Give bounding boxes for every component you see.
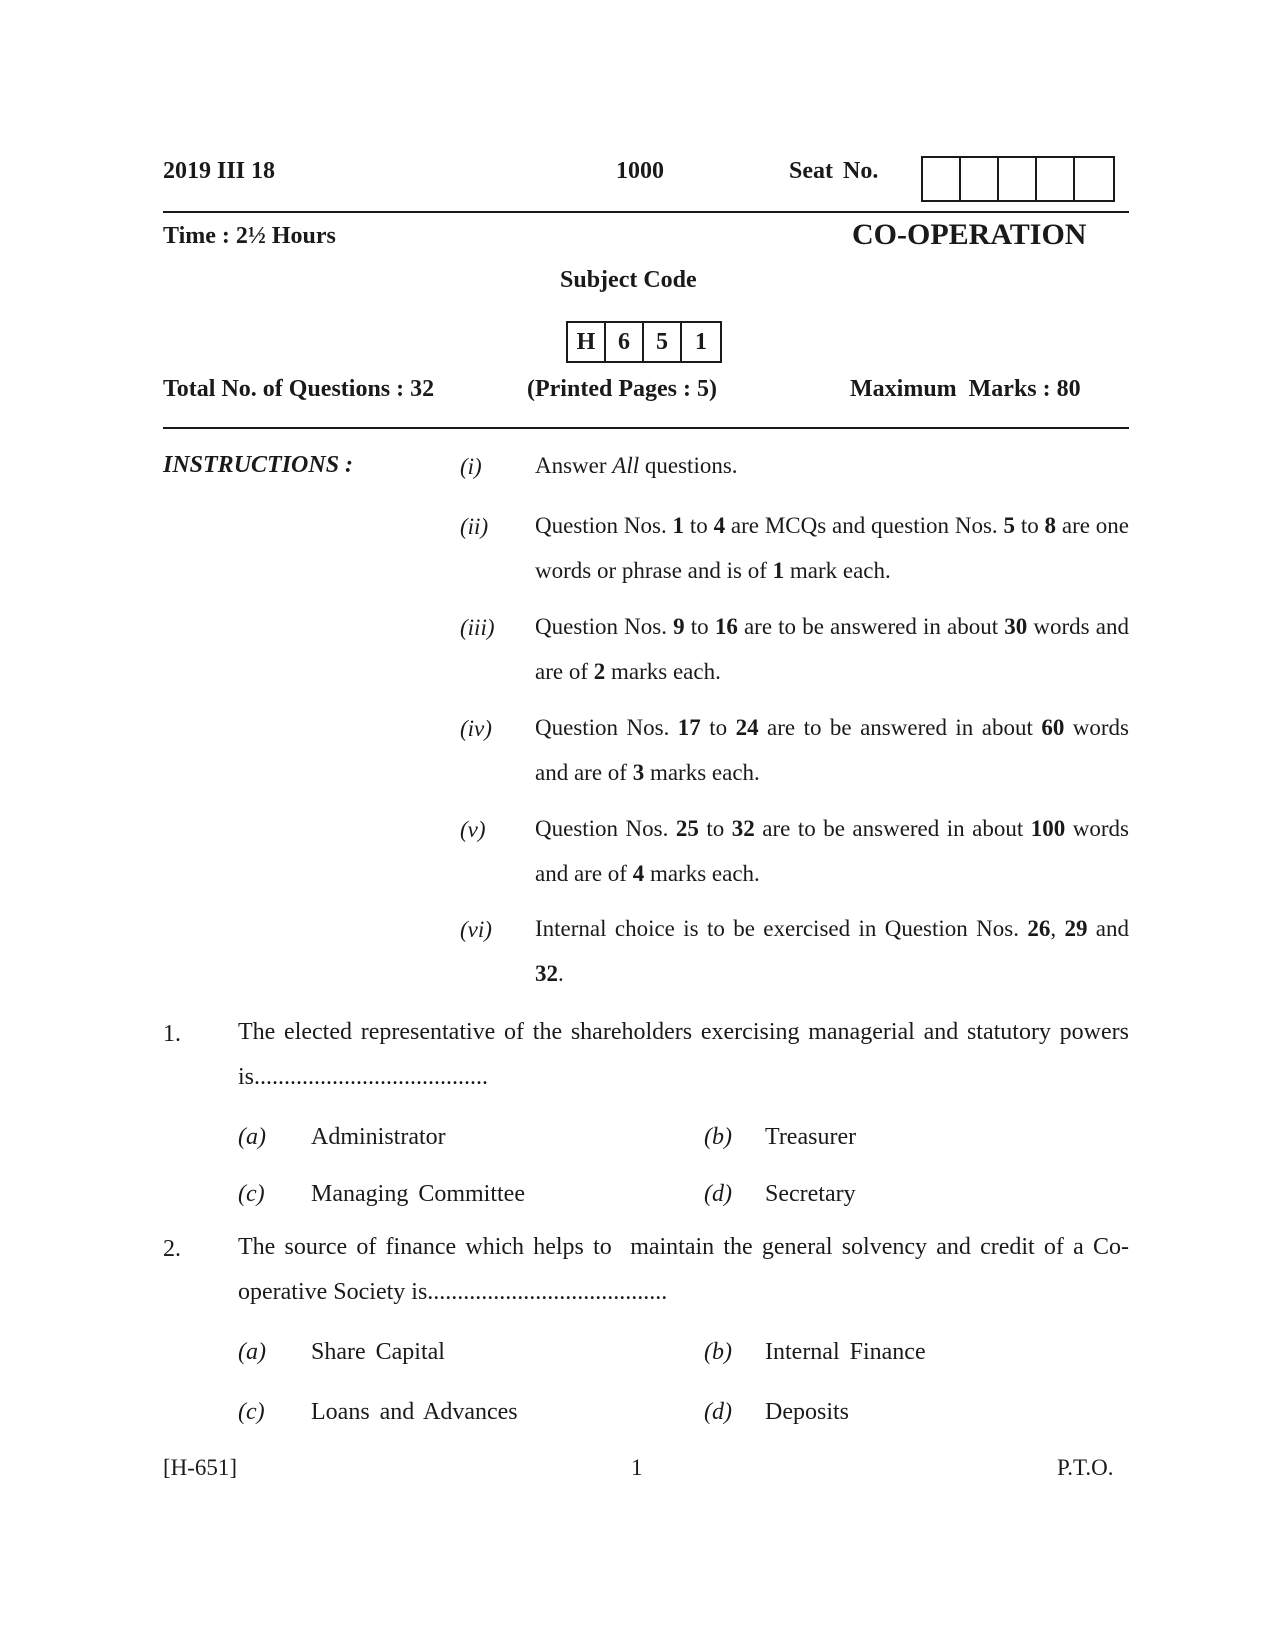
seat-label: Seat No. bbox=[789, 158, 879, 184]
instruction-text: Answer All questions. bbox=[535, 453, 738, 478]
option-letter: (d) bbox=[704, 1181, 732, 1207]
maximum-marks: Maximum Marks : 80 bbox=[850, 376, 1081, 402]
subject-code-char: 6 bbox=[606, 323, 644, 361]
option-letter: (c) bbox=[238, 1399, 265, 1425]
header-rule bbox=[163, 211, 1129, 213]
time-allowed: Time : 2½ Hours bbox=[163, 223, 336, 249]
seat-box-cell bbox=[961, 158, 999, 200]
subject-code-boxes bbox=[566, 321, 722, 363]
instruction-text: Question Nos. 25 to 32 are to be answered in about 100 words and are of 4 marks each. bbox=[535, 816, 1129, 886]
option-letter: (b) bbox=[704, 1124, 732, 1150]
exam-code: 2019 III 18 bbox=[163, 158, 276, 184]
question-number: 1. bbox=[163, 1021, 181, 1047]
section-rule bbox=[163, 427, 1129, 429]
option-letter: (d) bbox=[704, 1399, 732, 1425]
please-turn-over: P.T.O. bbox=[1057, 1455, 1114, 1480]
instruction-number: (v) bbox=[460, 817, 486, 842]
option-letter: (a) bbox=[238, 1339, 266, 1365]
instruction-number: (iv) bbox=[460, 716, 492, 741]
instruction-number: (ii) bbox=[460, 514, 489, 539]
question-text: The source of finance which helps to maintain the general solvency and credit of a Co-operative Society is........................................ bbox=[238, 1234, 1129, 1305]
option-letter: (b) bbox=[704, 1339, 732, 1365]
subject-code-char: 1 bbox=[695, 328, 707, 355]
seat-box-cell bbox=[1037, 158, 1075, 200]
seat-box-cell bbox=[923, 158, 961, 200]
option-text: Secretary bbox=[765, 1181, 856, 1207]
option-text: Loans and Advances bbox=[311, 1399, 518, 1425]
subject-title: CO-OPERATION bbox=[852, 218, 1087, 251]
instruction-number: (vi) bbox=[460, 917, 492, 942]
option-text: Deposits bbox=[765, 1399, 849, 1425]
paper-code: [H-651] bbox=[163, 1455, 238, 1480]
option-text: Internal Finance bbox=[765, 1339, 926, 1365]
question-text: The elected representative of the shareholders exercising managerial and statutory powers is....................................... bbox=[238, 1019, 1129, 1090]
seat-box-cell bbox=[1075, 158, 1113, 200]
subject-code-label: Subject Code bbox=[560, 267, 697, 293]
option-text: Share Capital bbox=[311, 1339, 445, 1365]
instruction-number: (iii) bbox=[460, 615, 495, 640]
option-letter: (a) bbox=[238, 1124, 266, 1150]
option-text: Managing Committee bbox=[311, 1181, 525, 1207]
instructions-label: INSTRUCTIONS : bbox=[163, 452, 354, 478]
total-questions: Total No. of Questions : 32 bbox=[163, 376, 435, 402]
instruction-number: (i) bbox=[460, 454, 482, 479]
printed-pages: (Printed Pages : 5) bbox=[527, 376, 717, 402]
page-number: 1 bbox=[631, 1455, 643, 1480]
subject-code-char: 5 bbox=[644, 323, 682, 361]
print-count: 1000 bbox=[616, 158, 664, 184]
seat-number-boxes bbox=[921, 156, 1115, 202]
option-text: Treasurer bbox=[765, 1124, 857, 1150]
instruction-text: Internal choice is to be exercised in Question Nos. 26, 29 and 32. bbox=[535, 916, 1130, 986]
subject-code-char: H bbox=[568, 323, 606, 361]
option-letter: (c) bbox=[238, 1181, 265, 1207]
instruction-text: Question Nos. 9 to 16 are to be answered in about 30 words and are of 2 marks each. bbox=[535, 614, 1129, 684]
option-text: Administrator bbox=[311, 1124, 446, 1150]
seat-box-cell bbox=[999, 158, 1037, 200]
instruction-text: Question Nos. 17 to 24 are to be answered in about 60 words and are of 3 marks each. bbox=[535, 715, 1129, 785]
instruction-text: Question Nos. 1 to 4 are MCQs and question Nos. 5 to 8 are one words or phrase and is of 1 mark each. bbox=[535, 513, 1129, 583]
question-number: 2. bbox=[163, 1236, 181, 1262]
